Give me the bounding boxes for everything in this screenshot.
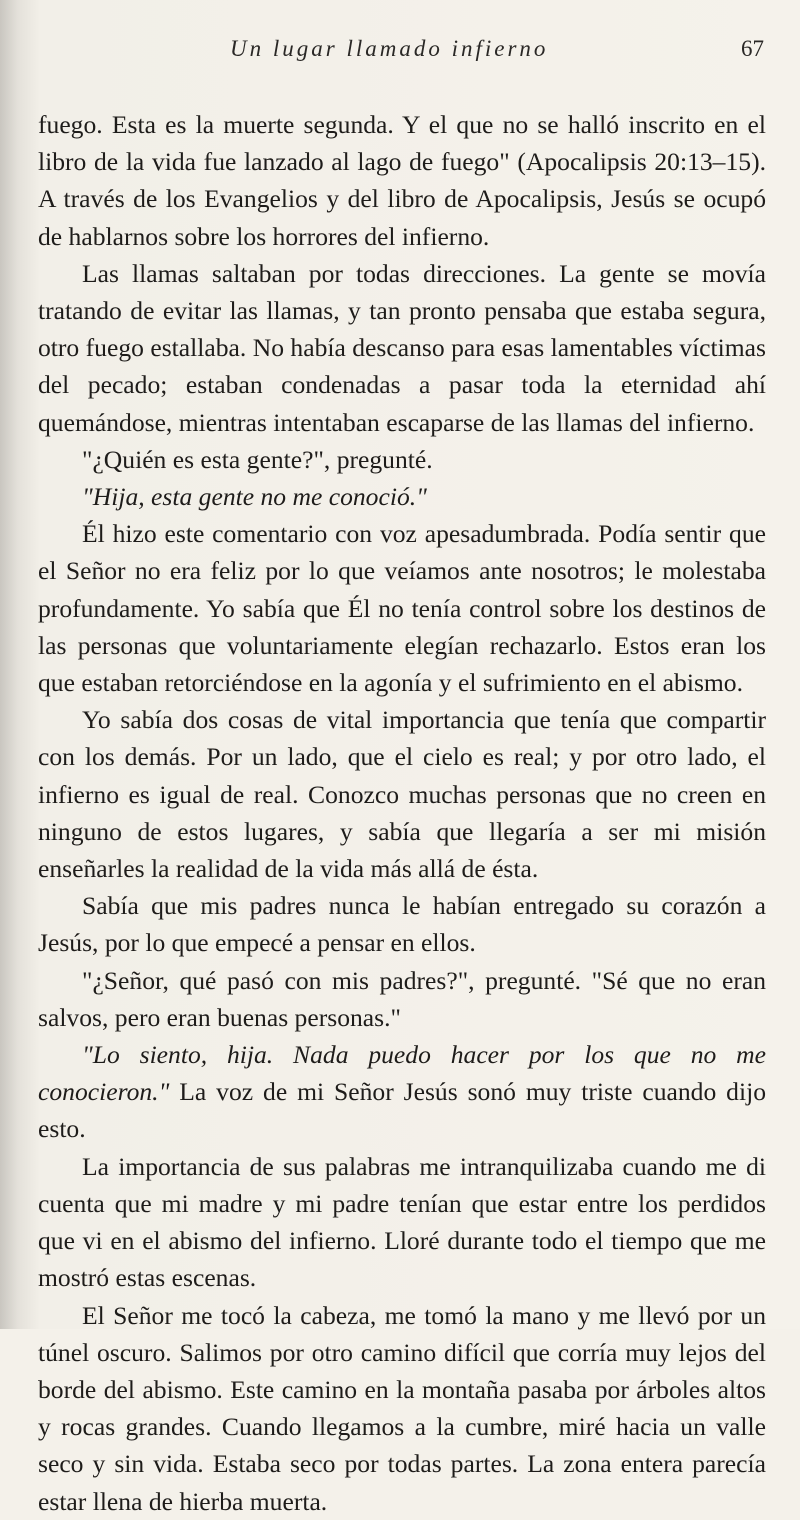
running-title: Un lugar llamado infierno [230,36,549,61]
paragraph-4 [38,478,766,515]
italic-quote: "Lo siento, hija. Nada puedo hacer por los que no me conocieron." [38,1040,766,1107]
paragraph-9 [38,1036,766,1148]
italic-quote: "Hija, esta gente no me conoció." [82,482,427,512]
paragraph-11: El Señor me tocó la cabeza, me tomó la mano y me llevó por un túnel oscuro. Salimos por otro camino difícil que corría muy lejos del borde del abismo. Este camino en la montaña pasaba por árboles altos y rocas grandes. Cuando llegamos a la cumbre, miré hacia un valle seco y sin vida. Estaba seco por todas partes. La zona entera parecía estar llena de hierba muerta. [38,1300,766,1516]
body-text [38,106,766,1520]
paragraph-10: La importancia de sus palabras me intranquilizaba cuando me di cuenta que mi madre y mi padre tenían que estar entre los perdidos que vi en el abismo del infierno. Lloré durante todo el tiempo que me mostró estas escenas. [38,1151,766,1293]
paragraph-7: Sabía que mis padres nunca le habían entregado su corazón a Jesús, por lo que empecé a pensar en ellos. [38,891,766,958]
paragraph-1: fuego. Esta es la muerte segunda. Y el que no se halló inscrito en el libro de la vida fue lanzado al lago de fuego" (Apocalipsis 20:13–15). A través de los Evangelios y del libro de Apocalipsis, Jesús se ocupó de hablarnos sobre los horrores del infierno. [38,110,766,251]
paragraph-6: Yo sabía dos cosas de vital importancia que tenía que compartir con los demás. Por un lado, que el cielo es real; y por otro lado, el infierno es igual de real. Conozco muchas personas que no creen en ninguno de estos lugares, y sabía que llegaría a ser mi misión enseñarles la realidad de la vida más allá de ésta. [38,705,766,884]
paragraph-3: "¿Quién es esta gente?", pregunté. [82,444,433,474]
paragraph-5: Él hizo este comentario con voz apesadumbrada. Podía sentir que el Señor no era feliz por lo que veíamos ante nosotros; le molestaba profundamente. Yo sabía que Él no tenía control sobre los destinos de las personas que voluntariamente elegían rechazarlo. Estos eran los que estaban retorciéndose en la agonía y el sufrimiento en el abismo. [38,519,766,698]
running-head [0,36,800,70]
paragraph-2: Las llamas saltaban por todas direcciones. La gente se movía tratando de evitar las llamas, y tan pronto pensaba que estaba segura, otro fuego estallaba. No había descanso para esas lamentables víctimas del pecado; estaban condenadas a pasar toda la eternidad ahí quemándose, mientras intentaban escaparse de las llamas del infierno. [38,258,766,437]
page-number: 67 [741,36,764,61]
paragraph-9-rest: La voz de mi Señor Jesús sonó muy triste cuando dijo esto. [38,1077,766,1144]
paragraph-8: "¿Señor, qué pasó con mis padres?", pregunté. "Sé que no eran salvos, pero eran buenas personas." [38,965,766,1032]
